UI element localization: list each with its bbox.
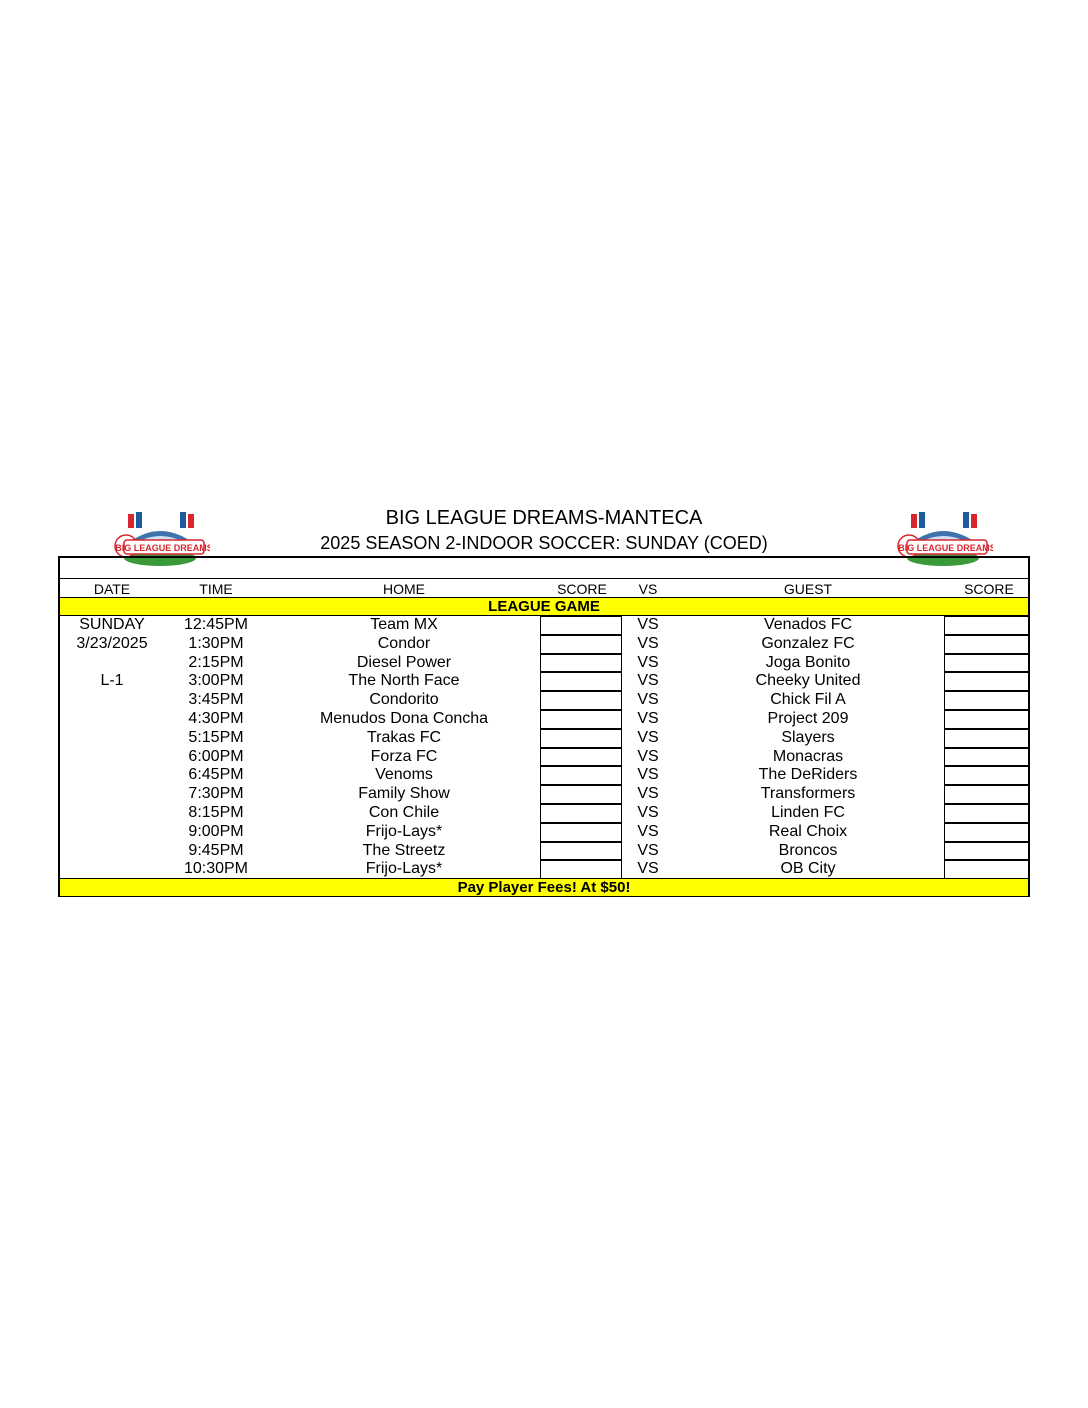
table-row xyxy=(60,860,1028,879)
home-score-box[interactable] xyxy=(540,654,622,673)
table-row xyxy=(60,672,1028,691)
guest-team-cell: Monacras xyxy=(772,747,844,765)
date-cell: SUNDAY xyxy=(79,616,145,633)
vs-cell: VS xyxy=(637,804,659,821)
time-cell: 6:00PM xyxy=(188,747,244,765)
guest-team-cell: Broncos xyxy=(778,841,838,859)
home-team-cell: Con Chile xyxy=(368,804,440,821)
table-row xyxy=(60,748,1028,767)
guest-score-box[interactable] xyxy=(944,785,1030,804)
logo-wordmark: BIG LEAGUE DREAMS xyxy=(115,543,210,553)
home-score-box[interactable] xyxy=(540,860,622,879)
guest-score-box[interactable] xyxy=(944,654,1030,673)
guest-team-cell: Chick Fil A xyxy=(770,691,846,709)
guest-team-cell: Real Choix xyxy=(768,822,848,840)
col-header-guest: GUEST xyxy=(783,581,833,597)
guest-score-box[interactable] xyxy=(944,635,1030,654)
home-score-box[interactable] xyxy=(540,804,622,823)
page-subtitle: 2025 SEASON 2-INDOOR SOCCER: SUNDAY (COED) xyxy=(320,533,768,553)
page-title: BIG LEAGUE DREAMS-MANTECA xyxy=(385,507,703,529)
home-team-cell: Menudos Dona Concha xyxy=(319,710,489,727)
guest-team-cell: Venados FC xyxy=(763,616,853,633)
home-score-box[interactable] xyxy=(540,635,622,654)
time-cell: 12:45PM xyxy=(183,616,249,633)
table-row xyxy=(60,842,1028,861)
col-header-vs: VS xyxy=(638,581,658,597)
table-row xyxy=(60,654,1028,673)
guest-team-cell: Gonzalez FC xyxy=(761,634,855,652)
time-cell: 1:30PM xyxy=(188,634,244,652)
table-row xyxy=(60,691,1028,710)
time-cell: 10:30PM xyxy=(183,860,249,878)
home-team-cell: Trakas FC xyxy=(366,728,442,746)
home-team-cell: Team MX xyxy=(370,616,438,633)
time-cell: 3:45PM xyxy=(188,691,244,709)
guest-score-box[interactable] xyxy=(944,748,1030,767)
logo-wordmark: BIG LEAGUE DREAMS xyxy=(898,543,993,553)
col-header-guest-score: SCORE xyxy=(964,581,1014,597)
guest-team-cell: Slayers xyxy=(781,728,835,746)
vs-cell: VS xyxy=(637,691,659,709)
home-score-box[interactable] xyxy=(540,672,622,691)
guest-score-box[interactable] xyxy=(944,616,1030,635)
guest-team-cell: Linden FC xyxy=(771,804,845,821)
guest-score-box[interactable] xyxy=(944,766,1030,785)
vs-cell: VS xyxy=(637,653,659,671)
time-cell: 6:45PM xyxy=(188,766,244,784)
time-cell: 2:15PM xyxy=(188,653,244,671)
guest-team-cell: Cheeky United xyxy=(755,672,861,690)
vs-cell: VS xyxy=(637,766,659,784)
guest-team-cell: Project 209 xyxy=(767,710,849,727)
home-score-box[interactable] xyxy=(540,710,622,729)
time-cell: 5:15PM xyxy=(188,728,244,746)
home-team-cell: Diesel Power xyxy=(356,653,452,671)
home-team-cell: Frijo-Lays* xyxy=(365,822,443,840)
col-header-date: DATE xyxy=(93,581,131,597)
home-score-box[interactable] xyxy=(540,691,622,710)
vs-cell: VS xyxy=(637,841,659,859)
player-fees-notice: Pay Player Fees! At $50! xyxy=(60,878,1028,897)
time-cell: 7:30PM xyxy=(188,785,244,803)
table-row xyxy=(60,729,1028,748)
time-cell: 9:00PM xyxy=(188,822,244,840)
vs-cell: VS xyxy=(637,822,659,840)
home-score-box[interactable] xyxy=(540,785,622,804)
home-score-box[interactable] xyxy=(540,842,622,861)
home-team-cell: Family Show xyxy=(358,785,450,803)
guest-score-box[interactable] xyxy=(944,729,1030,748)
col-header-home: HOME xyxy=(383,581,425,597)
table-row xyxy=(60,710,1028,729)
home-score-box[interactable] xyxy=(540,766,622,785)
league-game-banner: LEAGUE GAME xyxy=(60,597,1028,616)
vs-cell: VS xyxy=(637,634,659,652)
vs-cell: VS xyxy=(637,860,659,878)
home-team-cell: Forza FC xyxy=(370,747,438,765)
home-team-cell: Frijo-Lays* xyxy=(365,860,443,878)
home-team-cell: Condor xyxy=(377,634,431,652)
guest-team-cell: Transformers xyxy=(760,785,856,803)
table-row xyxy=(60,766,1028,785)
table-row xyxy=(60,616,1028,635)
vs-cell: VS xyxy=(637,785,659,803)
guest-score-box[interactable] xyxy=(944,710,1030,729)
table-row xyxy=(60,785,1028,804)
home-team-cell: Condorito xyxy=(369,691,439,709)
guest-team-cell: OB City xyxy=(780,860,836,878)
vs-cell: VS xyxy=(637,747,659,765)
table-row xyxy=(60,823,1028,842)
guest-score-box[interactable] xyxy=(944,804,1030,823)
table-top-strip xyxy=(60,558,1028,579)
time-cell: 3:00PM xyxy=(188,672,244,690)
guest-team-cell: The DeRiders xyxy=(758,766,858,784)
vs-cell: VS xyxy=(637,710,659,727)
home-score-box[interactable] xyxy=(540,748,622,767)
guest-score-box[interactable] xyxy=(944,823,1030,842)
vs-cell: VS xyxy=(637,728,659,746)
schedule-table xyxy=(58,556,1030,897)
vs-cell: VS xyxy=(637,616,659,633)
vs-cell: VS xyxy=(637,672,659,690)
guest-score-box[interactable] xyxy=(944,842,1030,861)
home-score-box[interactable] xyxy=(540,729,622,748)
col-header-time: TIME xyxy=(199,581,233,597)
home-team-cell: Venoms xyxy=(375,766,433,784)
time-cell: 4:30PM xyxy=(188,710,244,727)
guest-score-box[interactable] xyxy=(944,672,1030,691)
home-score-box[interactable] xyxy=(540,823,622,842)
time-cell: 8:15PM xyxy=(188,804,244,821)
guest-team-cell: Joga Bonito xyxy=(765,653,851,671)
table-row xyxy=(60,804,1028,823)
home-score-box[interactable] xyxy=(540,616,622,635)
time-cell: 9:45PM xyxy=(188,841,244,859)
date-cell: 3/23/2025 xyxy=(76,634,148,652)
home-team-cell: The Streetz xyxy=(362,841,446,859)
guest-score-box[interactable] xyxy=(944,691,1030,710)
column-headers xyxy=(60,579,1028,597)
guest-score-box[interactable] xyxy=(944,860,1030,879)
date-cell: L-1 xyxy=(100,672,124,690)
table-row xyxy=(60,635,1028,654)
col-header-home-score: SCORE xyxy=(557,581,607,597)
home-team-cell: The North Face xyxy=(348,672,460,690)
